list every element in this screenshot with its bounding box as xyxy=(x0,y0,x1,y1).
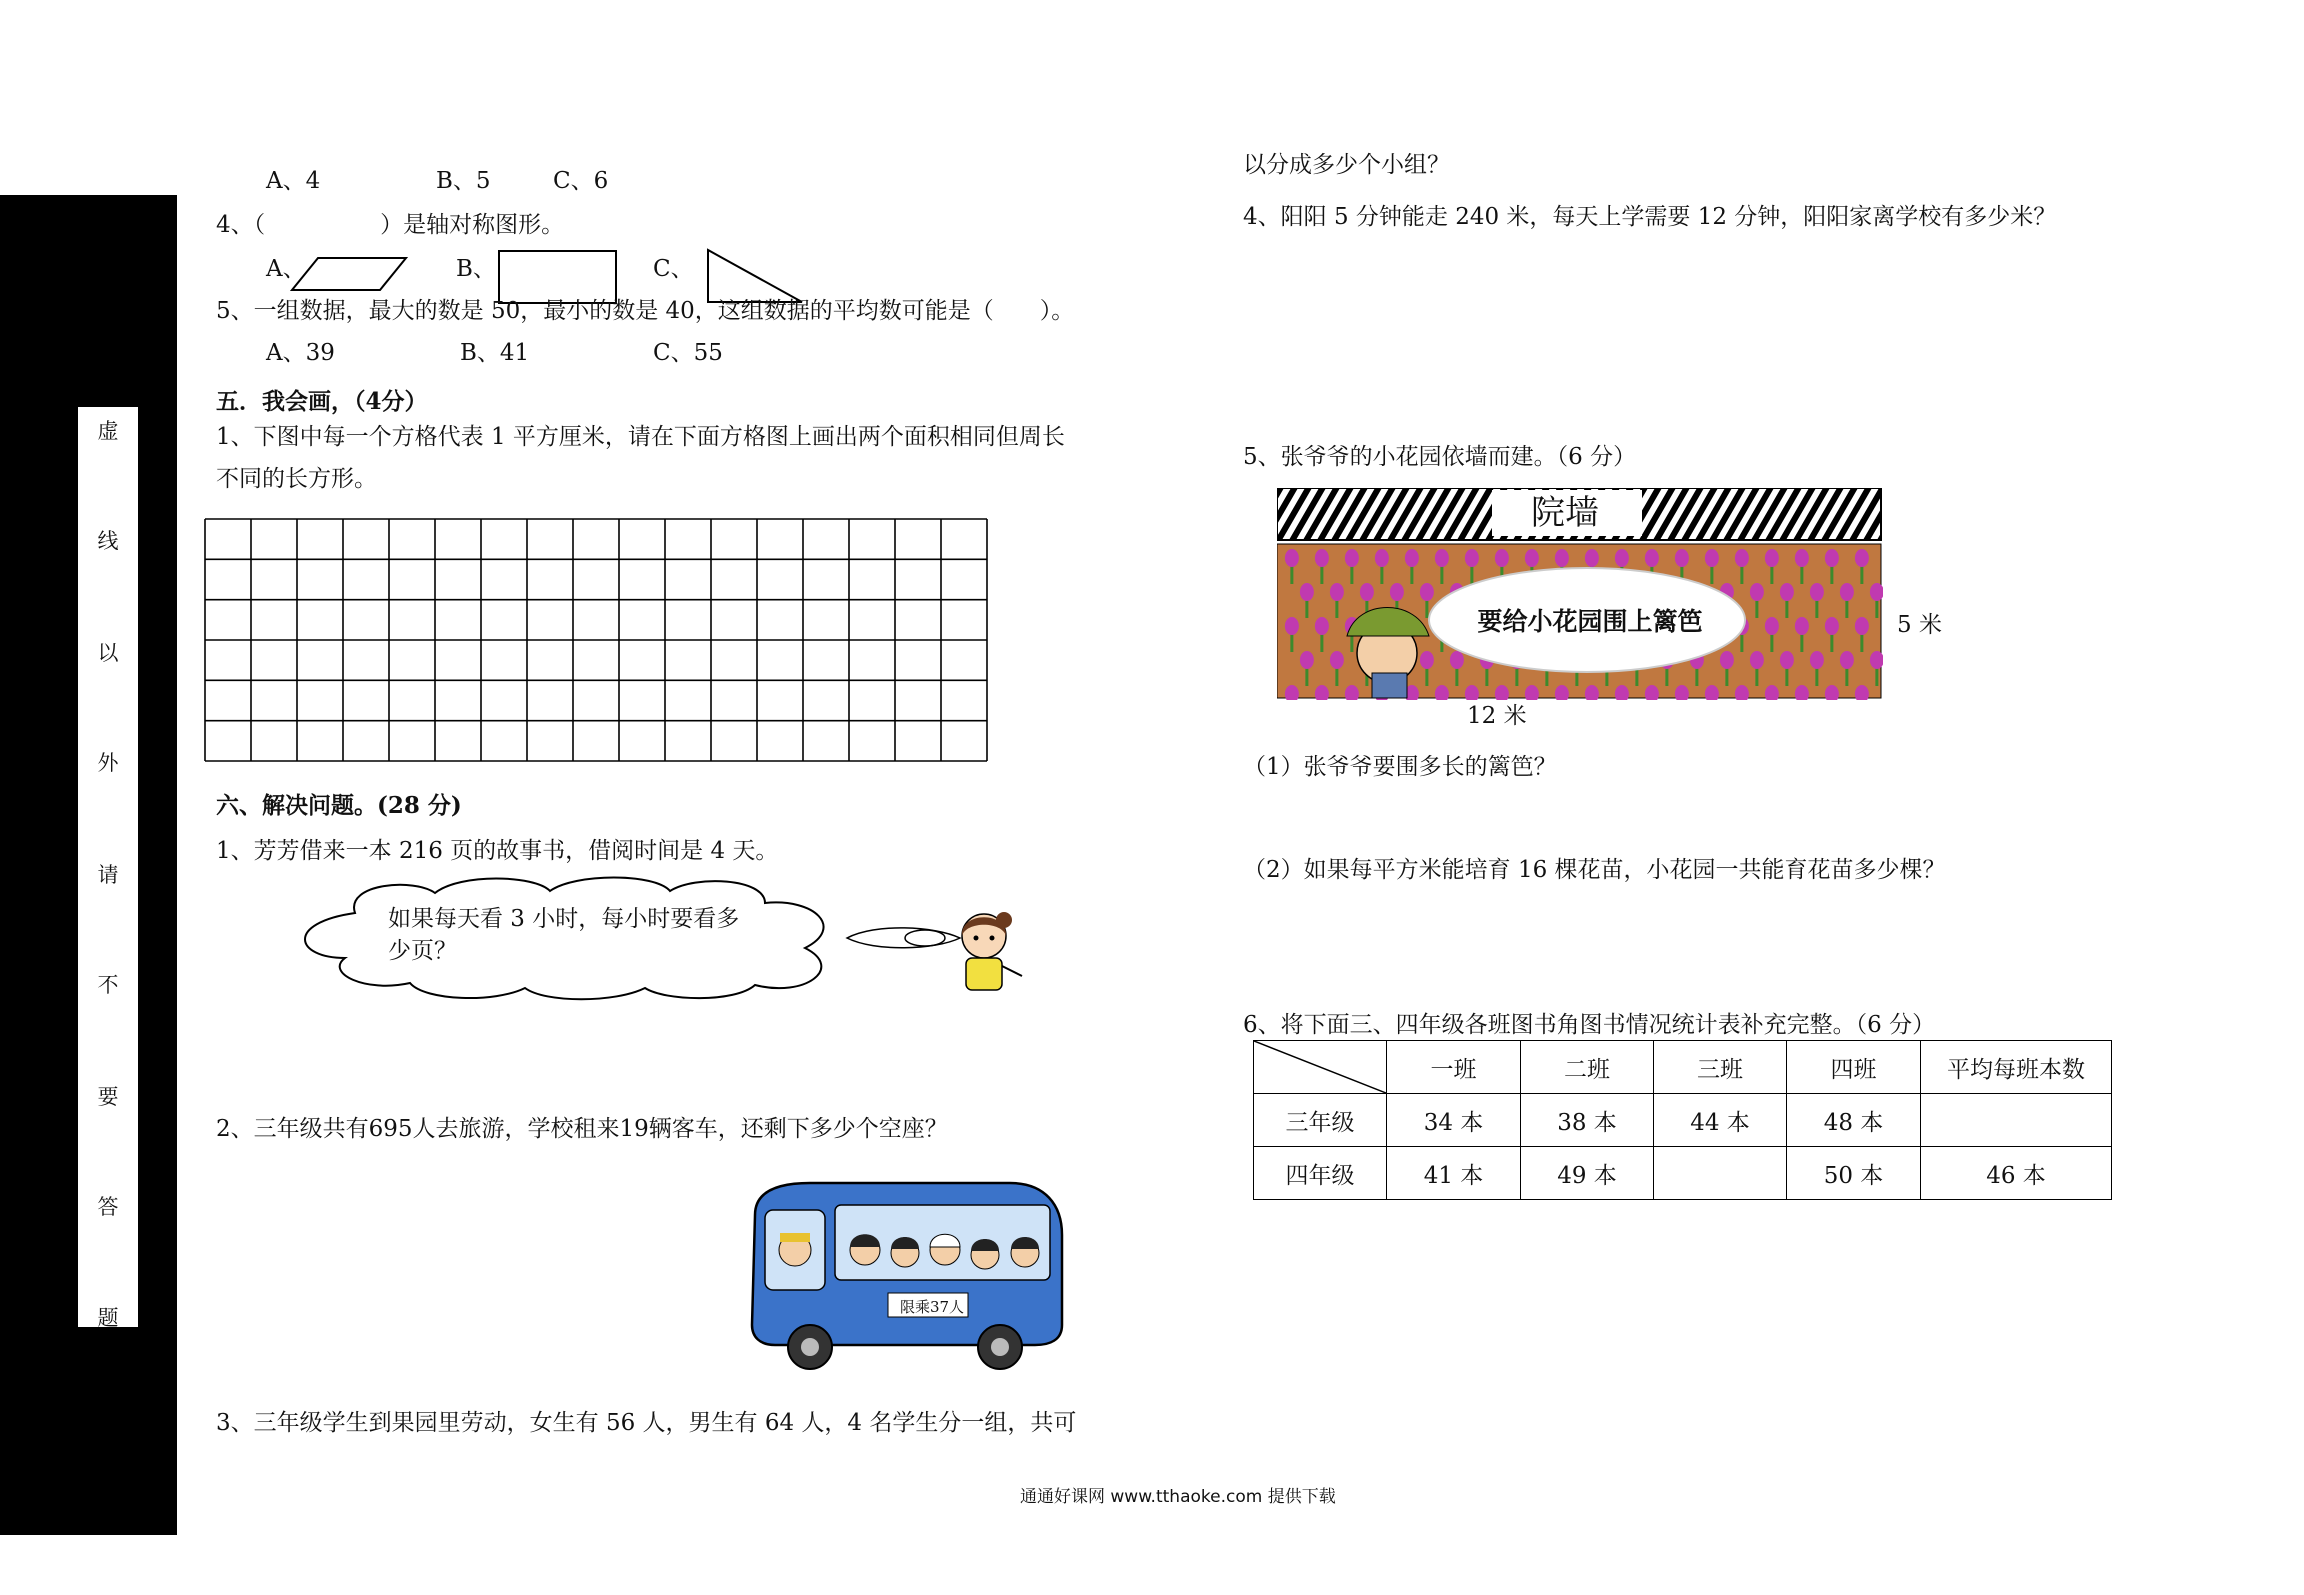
right-q4: 4、阳阳 5 分钟能走 240 米，每天上学需要 12 分钟，阳阳家离学校有多少米？ xyxy=(1243,204,2057,230)
q3-option-a: A、4 xyxy=(266,168,321,194)
header-class4: 四班 xyxy=(1787,1041,1921,1094)
wall-label: 院墙 xyxy=(1531,493,1599,533)
table-header-row xyxy=(1254,1041,2112,1094)
section5-title: 五．我会画，（4分） xyxy=(216,388,428,415)
q4-option-c: C、 xyxy=(653,256,694,282)
table-cell: 46 本 xyxy=(1921,1147,2112,1200)
rectangle-shape xyxy=(498,250,617,304)
right-q5: 5、张爷爷的小花园依墙而建。（6 分） xyxy=(1243,444,1637,470)
margin-notice xyxy=(78,407,138,1330)
bus-sign: 限乘37人 xyxy=(899,1298,965,1316)
garden-bubble-text: 要给小花园围上篱笆 xyxy=(1477,607,1703,636)
right-q5-sub1: （1）张爷爷要围多长的篱笆？ xyxy=(1243,754,1557,780)
right-q5-sub2: （2）如果每平方米能培育 16 棵花苗，小花园一共能育花苗多少棵？ xyxy=(1243,857,1946,883)
q4-option-b: B、 xyxy=(456,256,496,282)
section6-title: 六、解决问题。(28 分) xyxy=(216,792,462,819)
section6-q2: 2、三年级共有695人去旅游，学校租来19辆客车，还剩下多少个空座？ xyxy=(216,1116,948,1142)
q3-continued: 以分成多少个小组？ xyxy=(1243,152,1450,178)
q3-option-c: C、6 xyxy=(553,168,609,194)
table-cell: 34 本 xyxy=(1387,1094,1521,1147)
q3-option-b: B、5 xyxy=(436,168,491,194)
header-class1: 一班 xyxy=(1387,1041,1521,1094)
margin-char: 虚 xyxy=(97,419,119,443)
margin-char: 要 xyxy=(97,1085,119,1109)
q4-text: 4、（ ）是轴对称图形。 xyxy=(216,212,565,238)
thought-bubble xyxy=(285,873,855,1003)
bottom-length-label: 12 米 xyxy=(1467,703,1527,729)
diagonal-header-cell xyxy=(1254,1041,1387,1094)
margin-char: 请 xyxy=(97,863,119,887)
row-label: 四年级 xyxy=(1254,1147,1387,1200)
bus-illustration xyxy=(740,1175,1070,1375)
parallelogram-shape xyxy=(290,255,410,295)
margin-char: 题 xyxy=(97,1306,119,1330)
section6-q1: 1、芳芳借来一本 216 页的故事书，借阅时间是 4 天。 xyxy=(216,838,779,864)
header-class2: 二班 xyxy=(1521,1041,1654,1094)
margin-char: 外 xyxy=(97,751,119,775)
table-row xyxy=(1254,1094,2112,1147)
margin-char: 以 xyxy=(97,641,119,665)
bubble-line1: 如果每天看 3 小时，每小时要看多 xyxy=(388,906,740,932)
margin-char: 不 xyxy=(97,973,119,997)
table-cell-blank[interactable] xyxy=(1921,1094,2112,1147)
table-cell: 41 本 xyxy=(1387,1147,1521,1200)
section5-q1-line2: 不同的长方形。 xyxy=(216,466,377,492)
row-label: 三年级 xyxy=(1254,1094,1387,1147)
side-length-label: 5 米 xyxy=(1897,612,1942,638)
statistics-table xyxy=(1253,1040,2112,1200)
q5-text: 5、一组数据，最大的数是 50，最小的数是 40，这组数据的平均数可能是（ ）。 xyxy=(216,298,1075,324)
footer-credit: 通通好课网 www.tthaoke.com 提供下载 xyxy=(1020,1487,1336,1507)
girl-icon xyxy=(944,906,1029,996)
table-cell: 48 本 xyxy=(1787,1094,1921,1147)
table-cell: 38 本 xyxy=(1521,1094,1654,1147)
section5-q1-line1: 1、下图中每一个方格代表 1 平方厘米，请在下面方格图上画出两个面积相同但周长 xyxy=(216,424,1065,450)
header-class3: 三班 xyxy=(1654,1041,1787,1094)
header-average: 平均每班本数 xyxy=(1921,1041,2112,1094)
margin-char: 线 xyxy=(97,529,119,553)
bubble-line2: 少页？ xyxy=(388,938,457,964)
table-cell-blank[interactable] xyxy=(1654,1147,1787,1200)
right-q6: 6、将下面三、四年级各班图书角图书情况统计表补充完整。（6 分） xyxy=(1243,1012,1936,1038)
q5-option-a: A、39 xyxy=(266,340,335,366)
table-cell: 49 本 xyxy=(1521,1147,1654,1200)
table-cell: 44 本 xyxy=(1654,1094,1787,1147)
section6-q3: 3、三年级学生到果园里劳动，女生有 56 人，男生有 64 人，4 名学生分一组，共可 xyxy=(216,1410,1077,1436)
q5-option-c: C、55 xyxy=(653,340,723,366)
table-cell: 50 本 xyxy=(1787,1147,1921,1200)
margin-char: 答 xyxy=(97,1195,119,1219)
table-row xyxy=(1254,1147,2112,1200)
q5-option-b: B、41 xyxy=(460,340,530,366)
drawing-grid xyxy=(203,517,989,763)
q4-option-a: A、 xyxy=(266,256,306,282)
